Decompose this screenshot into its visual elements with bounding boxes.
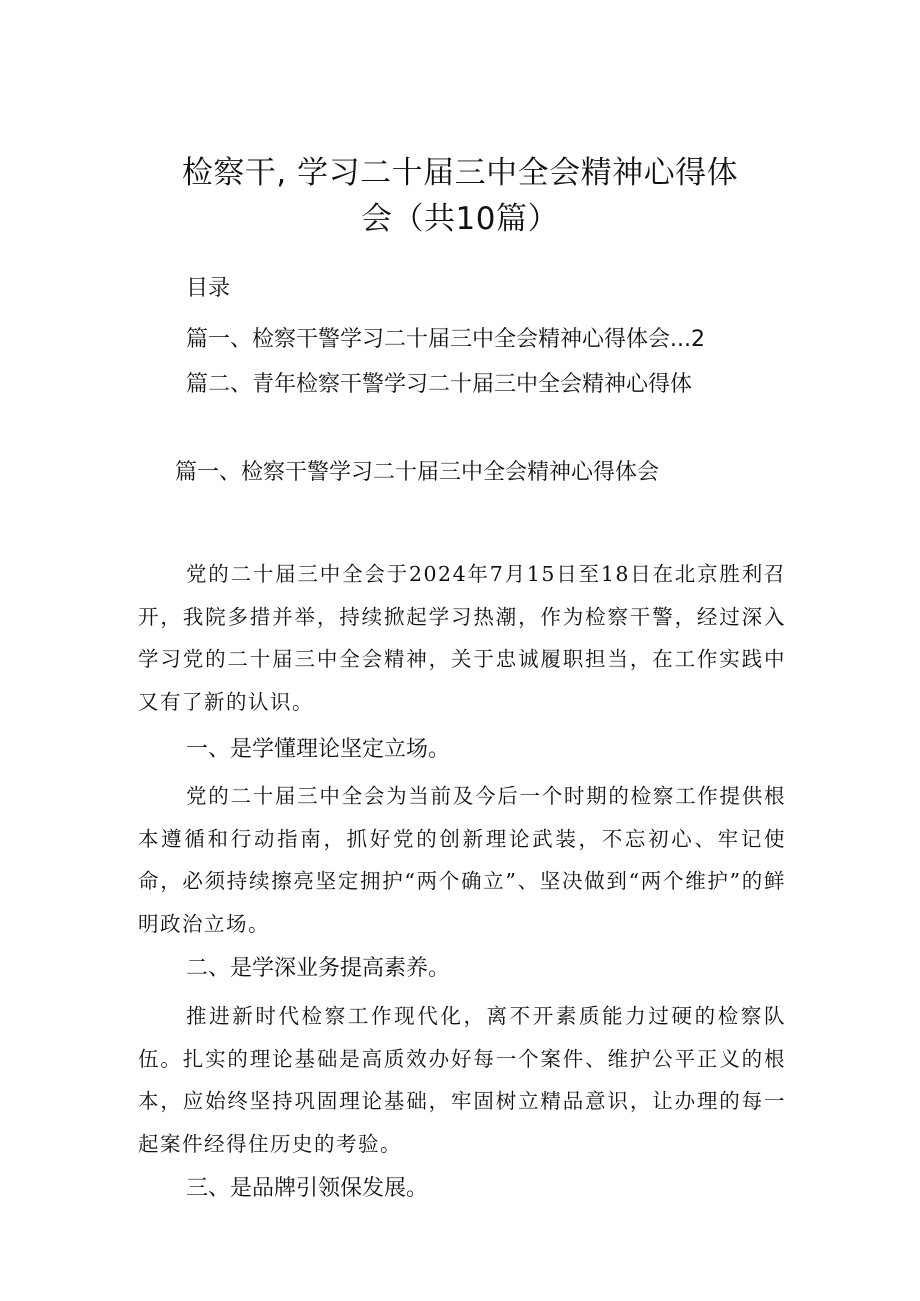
toc-heading: 目录 [186, 276, 231, 301]
document-title-line-2: 会（共10篇） [361, 201, 559, 237]
toc-item-1[interactable]: 篇一、检察干警学习二十届三中全会精神心得体会...2 [186, 327, 705, 352]
body-paragraph-1: 党的二十届三中全会于2024年7月15日至18日在北京胜利召开，我院多措并举，持续掀起学习热潮，作为检察干警，经过深入学习党的二十届三中全会精神，关于忠诚履职担当，在工作实践中又有了新的认识。 [138, 562, 786, 714]
subheading-2: 二、是学深业务提高素养。 [186, 956, 451, 981]
subheading-3: 三、是品牌引领保发展。 [186, 1176, 429, 1201]
section-title: 篇一、检察干警学习二十届三中全会精神心得体会 [175, 460, 660, 485]
body-paragraph-3: 推进新时代检察工作现代化，离不开素质能力过硬的检察队伍。扎实的理论基础是高质效办好每一个案件、维护公平正义的根本，应始终坚持巩固理论基础，牢固树立精品意识，让办理的每一起案件经得住历史的考验。 [138, 1004, 786, 1156]
subheading-1: 一、是学懂理论坚定立场。 [186, 737, 451, 762]
toc-item-2[interactable]: 篇二、青年检察干警学习二十届三中全会精神心得体 [186, 372, 693, 397]
body-paragraph-2: 党的二十届三中全会为当前及今后一个时期的检察工作提供根本遵循和行动指南，抓好党的创新理论武装，不忘初心、牢记使命，必须持续擦亮坚定拥护“两个确立”、坚决做到“两个维护”的鲜明政治立场。 [138, 784, 786, 936]
document-title-line-1: 检察干, 学习二十届三中全会精神心得体 [181, 155, 739, 191]
